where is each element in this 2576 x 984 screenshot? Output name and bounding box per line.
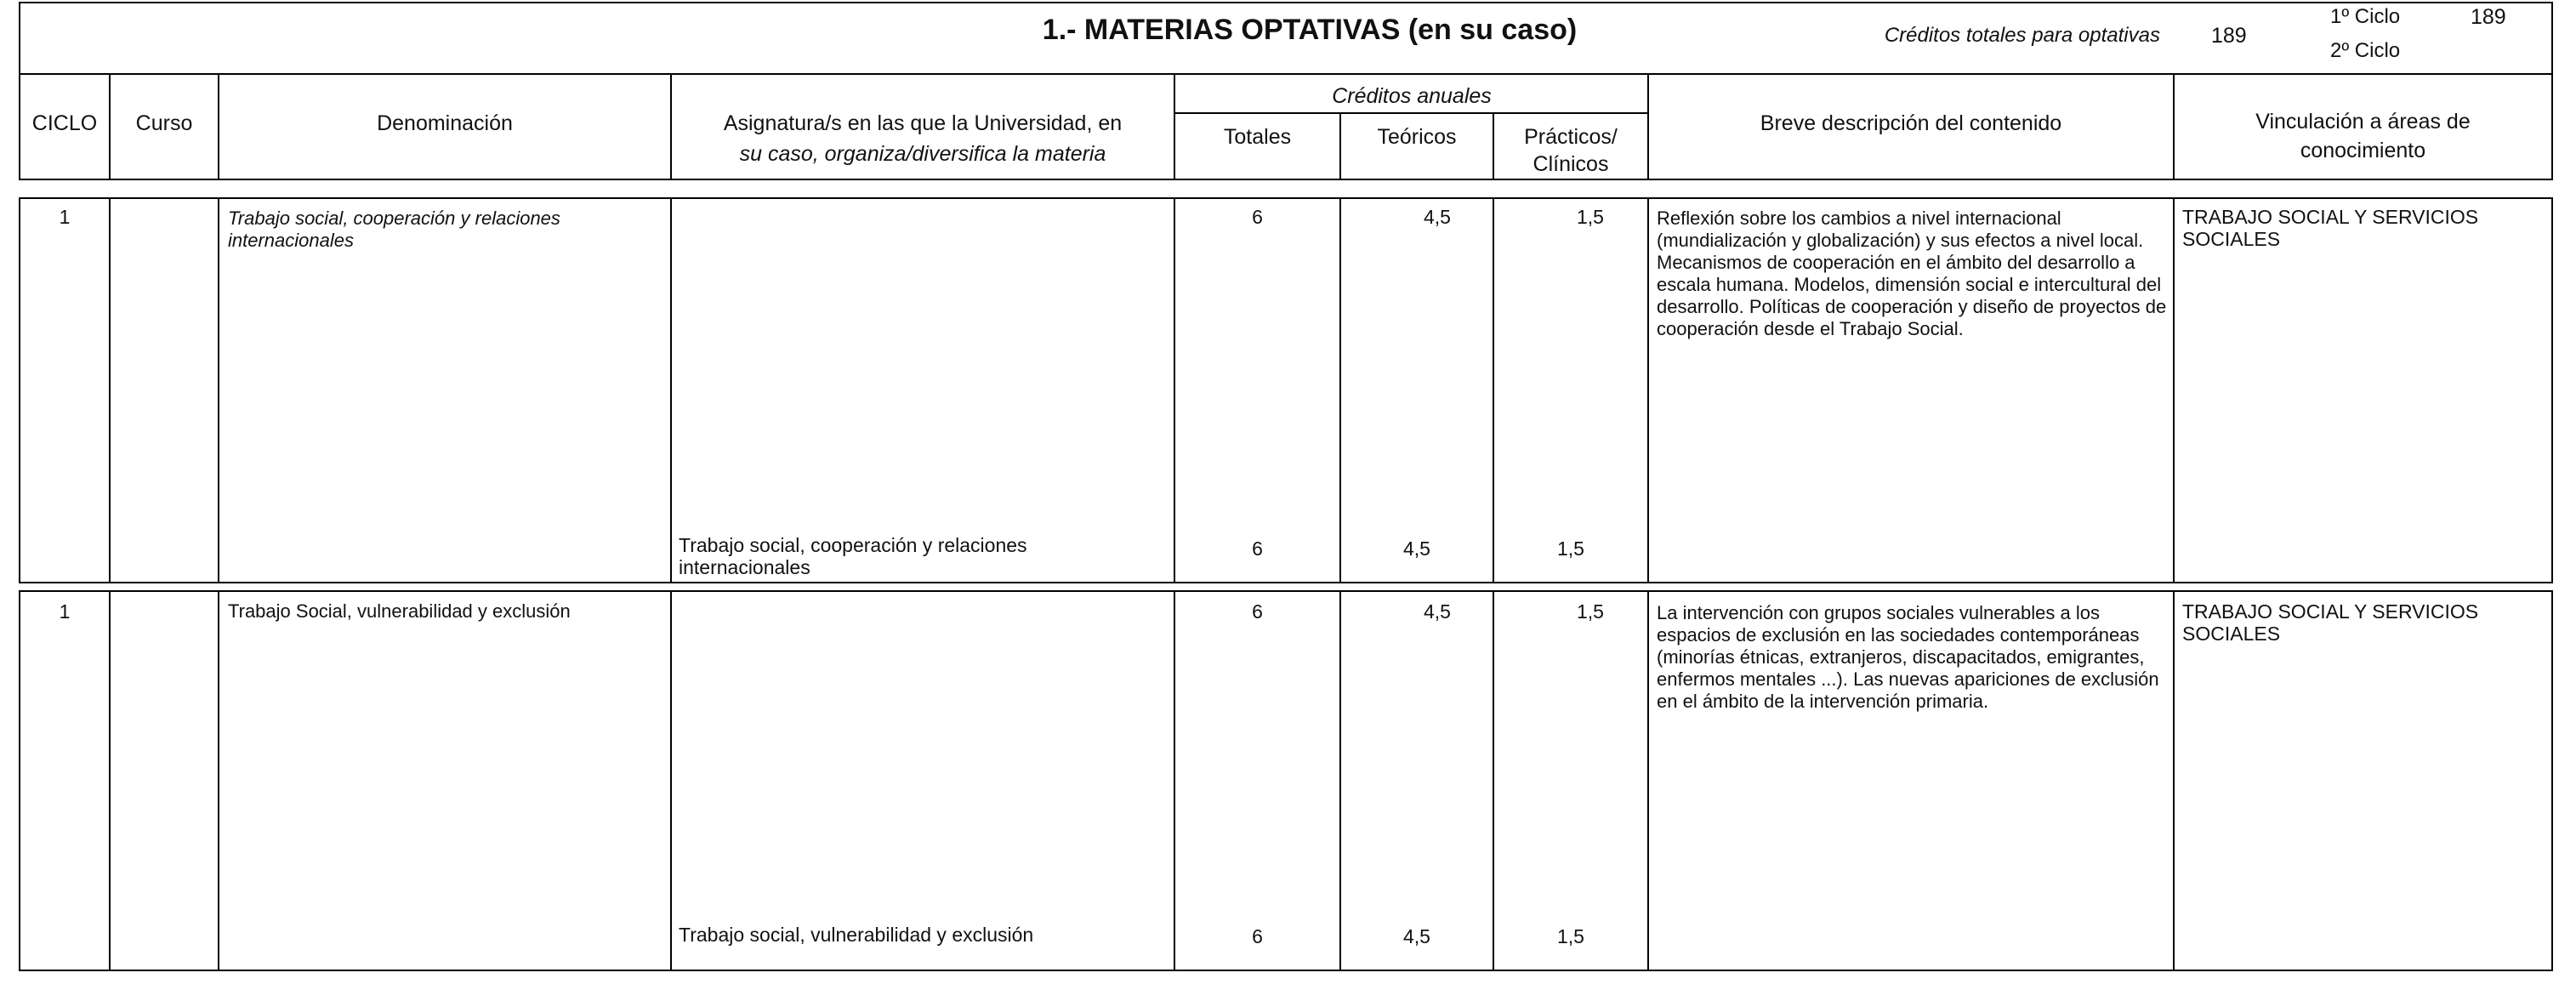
ciclo1-label: 1º Ciclo [2330,5,2401,28]
row-denominacion: Trabajo social, cooperación y relaciones internacionales [228,208,560,251]
row-ciclo: 1 [59,206,71,228]
col-header-asignatura-line1: Asignatura/s en las que la Universidad, en [723,111,1123,135]
subrow-practicos: 1,5 [1557,538,1584,560]
col-header-descripcion: Breve descripción del contenido [1760,111,2062,135]
row-ciclo: 1 [59,600,71,623]
row-teoricos: 4,5 [1424,600,1451,623]
col-header-denominacion: Denominación [377,111,513,135]
col-header-asignatura-line2: su caso, organiza/diversifica la materia [739,142,1106,166]
row-teoricos: 4,5 [1424,206,1451,228]
subrow-asignatura: Trabajo social, vulnerabilidad y exclusión [679,924,1034,946]
subrow-asignatura: Trabajo social, cooperación y relaciones internacionales [679,534,1027,578]
row-descripcion: La intervención con grupos sociales vulnerables a los espacios de exclusión en las sociedades contemporáneas (minorías étnicas, extranjeros, discapacitados, emigrantes, enfermos mentales ...). Las nuevas apariciones de exclusión en el ámbito de la intervención primaria. [1657,602,2159,712]
row-totales: 6 [1252,600,1263,623]
subrow-teoricos: 4,5 [1403,538,1430,560]
subrow-totales: 6 [1252,925,1263,947]
row-vinculacion: TRABAJO SOCIAL Y SERVICIOS SOCIALES [2182,600,2479,645]
col-header-totales: Totales [1223,125,1292,149]
credits-total-value: 189 [2211,24,2247,48]
subrow-totales: 6 [1252,538,1263,560]
ciclo1-value: 189 [2471,5,2506,29]
row-totales: 6 [1252,206,1263,228]
col-header-practicos-line1: Prácticos/ [1524,125,1618,149]
row-denominacion: Trabajo Social, vulnerabilidad y exclusión [228,600,571,622]
row-descripcion: Reflexión sobre los cambios a nivel internacional (mundialización y globalización) y sus efectos a nivel local. Mecanismos de cooperación en el ámbito del desarrollo a escala humana. Modelos, dimensión social e intercultural del desarrollo. Políticas de cooperación y diseño de proyectos de cooperación desde el Trabajo Social. [1657,208,2167,339]
page-title: 1.- MATERIAS OPTATIVAS (en su caso) [1042,14,1578,46]
col-header-practicos-line2: Clínicos [1533,152,1609,176]
row-vinculacion: TRABAJO SOCIAL Y SERVICIOS SOCIALES [2182,206,2479,250]
ciclo2-label: 2º Ciclo [2330,39,2401,62]
col-header-vinculacion-line2: conocimiento [2300,139,2426,162]
row-practicos: 1,5 [1577,206,1604,228]
row-practicos: 1,5 [1577,600,1604,623]
col-header-creditos-anuales: Créditos anuales [1332,84,1492,108]
credits-total-label: Créditos totales para optativas [1884,24,2160,47]
col-header-ciclo: CICLO [31,111,98,135]
subrow-teoricos: 4,5 [1403,925,1430,947]
subrow-practicos: 1,5 [1557,925,1584,947]
col-header-vinculacion-line1: Vinculación a áreas de [2255,110,2471,134]
col-header-curso: Curso [135,111,193,135]
col-header-teoricos: Teóricos [1377,125,1457,149]
